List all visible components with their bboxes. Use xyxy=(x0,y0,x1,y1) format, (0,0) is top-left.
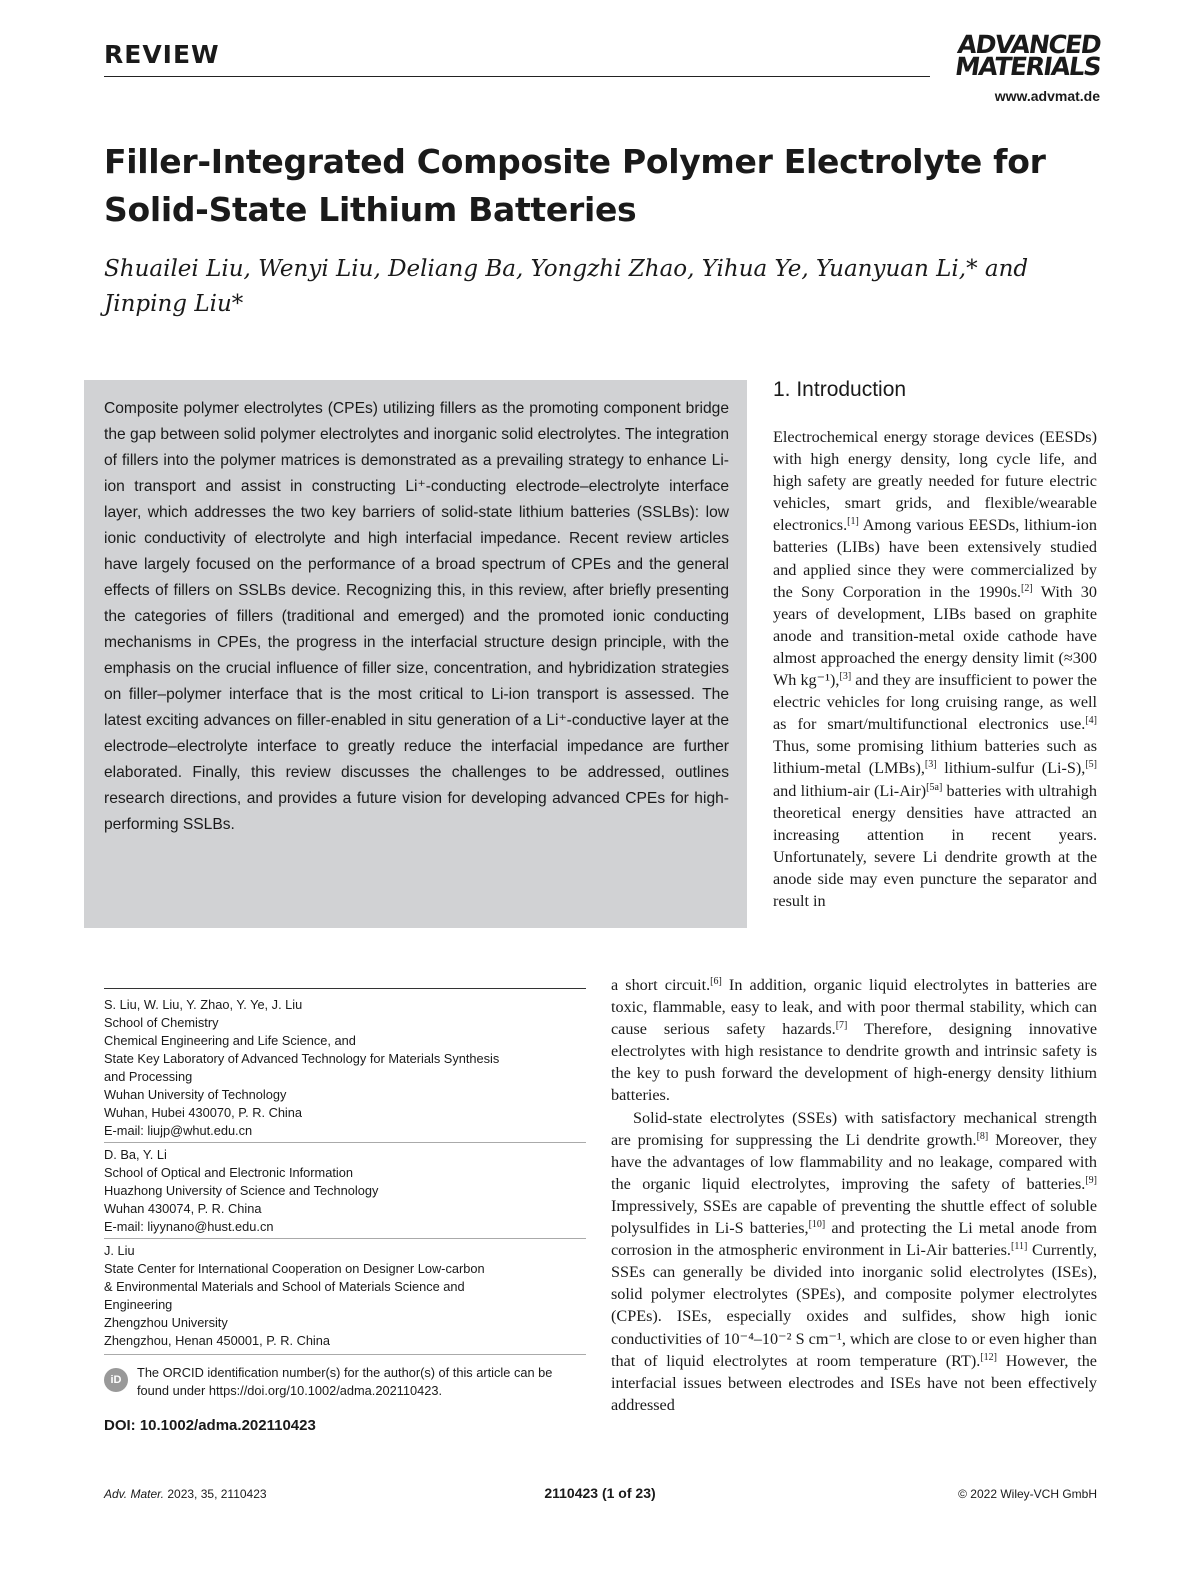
orcid-icon: iD xyxy=(104,1368,128,1392)
affiliation-line: Wuhan 430074, P. R. China xyxy=(104,1201,262,1216)
citation-ref[interactable]: [5a] xyxy=(926,781,943,793)
affiliation-line: Zhengzhou University xyxy=(104,1315,228,1330)
affiliation-group xyxy=(104,996,586,1143)
citation-ref[interactable]: [3] xyxy=(924,759,937,771)
affiliation-line: Chemical Engineering and Life Science, and xyxy=(104,1033,356,1048)
article-title: Filler-Integrated Composite Polymer Electrolyte for Solid-State Lithium Batteries xyxy=(104,142,1046,229)
citation-ref[interactable]: [3] xyxy=(839,671,852,683)
email-address[interactable]: E-mail: liyynano@hust.edu.cn xyxy=(104,1219,274,1234)
affiliation-line: Wuhan University of Technology xyxy=(104,1087,287,1102)
citation-ref[interactable]: [12] xyxy=(980,1351,997,1363)
author-list: Shuailei Liu, Wenyi Liu, Deliang Ba, Yongzhi Zhao, Yihua Ye, Yuanyuan Li,* and Jinping Liu* xyxy=(104,256,1029,317)
journal-logo xyxy=(934,30,1103,81)
doi[interactable]: DOI: 10.1002/adma.202110423 xyxy=(104,1417,316,1434)
citation-ref[interactable]: [4] xyxy=(1085,715,1097,727)
footer-volume: 2023, 35, 2110423 xyxy=(164,1487,267,1501)
affiliation-rule xyxy=(104,988,586,989)
affiliation-line: School of Optical and Electronic Information xyxy=(104,1165,353,1180)
citation-ref[interactable]: [10] xyxy=(808,1219,826,1231)
affiliation-line: Huazhong University of Science and Technology xyxy=(104,1183,379,1198)
citation-ref[interactable]: [11] xyxy=(1010,1241,1028,1253)
abstract-text: Composite polymer electrolytes (CPEs) utilizing fillers as the promoting component bridge the gap between solid polymer electrolytes and inorganic solid electrolytes. The integration of fillers into the polymer matrices is demonstrated as a prevailing strategy to enhance Li-ion transport and assist in constructing Li⁺-conducting electrode–electrolyte interface layer, which addresses the two key barriers of solid-state lithium batteries (SSLBs): low ionic conductivity of electrolyte and high interfacial impedance. Recent review articles have largely focused on the performance of a broad spectrum of CPEs and the general effects of fillers on SSLBs device. Recognizing this, in this review, after briefly presenting the categories of fillers (traditional and emerged) and the promoted ionic conducting mechanisms in CPEs, the progress in the interfacial structure design principle, with the emphasis on the crucial influence of filler size, concentration, and hybridization strategies on filler–polymer interface that is the most critical to Li-ion transport is assessed. The latest exciting advances on filler-enabled in situ generation of a Li⁺-conductive layer at the electrode–electrolyte interface to greatly reduce the interfacial impedance are further elaborated. Finally, this review discusses the challenges to be addressed, outlines research directions, and provides a future vision for developing advanced CPEs for high-performing SSLBs. xyxy=(104,400,729,833)
citation-ref[interactable]: [5] xyxy=(1085,759,1097,771)
journal-url[interactable]: www.advmat.de xyxy=(994,88,1100,104)
citation-ref[interactable]: [6] xyxy=(710,976,722,987)
logo-line-2: MATERIALS xyxy=(953,52,1103,81)
affiliation-line: J. Liu xyxy=(104,1243,135,1258)
affiliation-line: State Key Laboratory of Advanced Technology for Materials Synthesis xyxy=(104,1051,500,1066)
section-heading-introduction: 1. Introduction xyxy=(773,378,907,401)
affiliations xyxy=(104,996,586,1355)
footer-page-number: 2110423 (1 of 23) xyxy=(544,1485,656,1501)
affiliation-line: School of Chemistry xyxy=(104,1015,219,1030)
footer-copyright: © 2022 Wiley-VCH GmbH xyxy=(958,1487,1097,1501)
footer-journal: Adv. Mater. xyxy=(104,1487,165,1501)
citation-ref[interactable]: [1] xyxy=(847,516,859,528)
affiliation-line: D. Ba, Y. Li xyxy=(104,1147,167,1162)
citation-ref[interactable]: [7] xyxy=(835,1020,848,1032)
citation-ref[interactable]: [8] xyxy=(976,1130,989,1142)
section-label: REVIEW xyxy=(104,40,220,69)
citation-ref[interactable]: [9] xyxy=(1085,1174,1097,1186)
intro-paragraph-1: Electrochemical energy storage devices (EESDs) with high energy density, long cycle life, and high safety are greatly needed for future electric vehicles, smart grids, and flexible/wearable electronics.[1] Among various EESDs, lithium-ion batteries (LIBs) have been extensively studied and applied since they were commercialized by the Sony Corporation in the 1990s.[2] With 30 years of development, LIBs based on graphite anode and transition-metal oxide cathode have almost approached the energy density limit (≈300 Wh kg⁻¹),[3] and they are insufficient to power the electric vehicles for long cruising range, as well as for smart/multifunctional electronics use.[4] Thus, some promising lithium batteries such as lithium-metal (LMBs),[3] lithium-sulfur (Li-S),[5] and lithium-air (Li-Air)[5a] batteries with ultrahigh theoretical energy densities have attracted an increasing attention in recent years. Unfortunately, severe Li dendrite growth at the anode side may even puncture the separator and result in xyxy=(773,428,1097,910)
affiliation-group xyxy=(104,1242,586,1352)
affiliation-line: Engineering xyxy=(104,1297,173,1312)
affiliation-line: and Processing xyxy=(104,1069,193,1084)
intro-body-lower xyxy=(611,974,1097,1416)
affiliation-line: Zhengzhou, Henan 450001, P. R. China xyxy=(104,1333,331,1348)
intro-paragraph-2: Solid-state electrolytes (SSEs) with satisfactory mechanical strength are promising for suppressing the Li dendrite growth.[8] Moreover, they have the advantages of low flammability and no leakage, compared with the organic liquid electrolytes, improving the safety of batteries.[9] Impressively, SSEs are capable of preventing the shuttle effect of soluble polysulfides in Li-S batteries,[10] and protecting the Li metal anode from corrosion in the atmospheric environment in Li-Air batteries.[11] Currently, SSEs can generally be divided into inorganic solid electrolytes (ISEs), solid polymer electrolytes (SPEs), and composite polymer electrolytes (CPEs). ISEs, especially oxides and sulfides, show high ionic conductivities of 10⁻⁴–10⁻² S cm⁻¹, which are close to or even higher than that of liquid electrolytes at room temperature (RT).[12] However, the interfacial issues between electrodes and ISEs have not been effectively addressed xyxy=(611,1108,1097,1414)
affiliation-line: & Environmental Materials and School of Materials Science and xyxy=(104,1279,465,1294)
affiliation-group xyxy=(104,1146,586,1239)
footer-citation xyxy=(104,1487,267,1501)
header-rule xyxy=(104,76,930,77)
intro-paragraph-1-continued: a short circuit.[6] In addition, organic liquid electrolytes in batteries are toxic, flammable, easy to leak, and with poor thermal stability, which can cause serious safety hazards.[7] Therefore, designing innovative electrolytes with high resistance to dendrite growth and intrinsic safety is the key to push forward the development of high-energy density lithium batteries. xyxy=(611,976,1097,1105)
orcid-note: The ORCID identification number(s) for the author(s) of this article can be found under https://doi.org/10.1002/adma.202110423. xyxy=(137,1365,553,1398)
affiliation-line: S. Liu, W. Liu, Y. Zhao, Y. Ye, J. Liu xyxy=(104,997,303,1012)
email-address[interactable]: E-mail: liujp@whut.edu.cn xyxy=(104,1123,253,1138)
orcid-rule xyxy=(104,1354,586,1355)
citation-ref[interactable]: [2] xyxy=(1021,582,1033,594)
affiliation-line: State Center for International Cooperation on Designer Low-carbon xyxy=(104,1261,485,1276)
affiliation-line: Wuhan, Hubei 430070, P. R. China xyxy=(104,1105,303,1120)
logo-line-1: ADVANCED xyxy=(955,30,1103,59)
